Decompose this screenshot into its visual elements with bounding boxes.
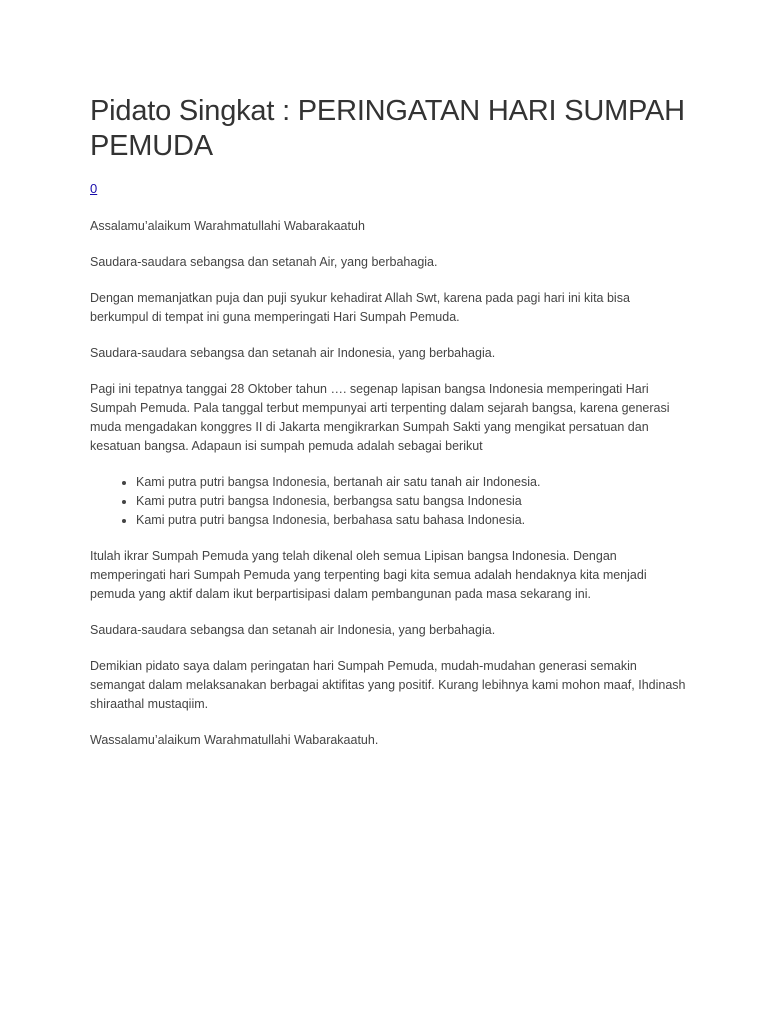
address-paragraph-2: Saudara-saudara sebangsa dan setanah air Indonesia, yang berbahagia. <box>90 346 496 360</box>
closing-paragraph: Demikian pidato saya dalam peringatan hari Sumpah Pemuda, mudah-mudahan generasi semakin semangat dalam melaksanakan berbagai aktifitas yang positif. Kurang lebihnya kami mohon maaf, Ihdinash shiraathal mustaqiim. <box>90 659 686 711</box>
list-item: • Kami putra putri bangsa Indonesia, bertanah air satu tanah air Indonesia. <box>136 473 690 492</box>
opening-paragraph: Dengan memanjatkan puja dan puji syukur kehadirat Allah Swt, karena pada pagi hari ini kita bisa berkumpul di tempat ini guna memperingati Hari Sumpah Pemuda. <box>90 291 630 324</box>
conclusion-paragraph: Itulah ikrar Sumpah Pemuda yang telah dikenal oleh semua Lipisan bangsa Indonesia. Dengan memperingati hari Sumpah Pemuda yang terpenting bagi kita semua adalah hendaknya kita menjadi pemuda yang aktif dalam ikut berpartisipasi dalam pembangunan pada masa sekarang ini. <box>90 549 647 601</box>
farewell-paragraph: Wassalamu’alaikum Warahmatullahi Wabarakaatuh. <box>90 733 379 747</box>
address-paragraph: Saudara-saudara sebangsa dan setanah Air, yang berbahagia. <box>90 255 438 269</box>
oath-list <box>90 473 690 530</box>
greeting-paragraph: Assalamu’alaikum Warahmatullahi Wabarakaatuh <box>90 219 365 233</box>
list-item: • Kami putra putri bangsa Indonesia, berbahasa satu bahasa Indonesia. <box>136 511 690 530</box>
history-paragraph: Pagi ini tepatnya tanggai 28 Oktober tahun …. segenap lapisan bangsa Indonesia memperingati Hari Sumpah Pemuda. Pala tanggal terbut mempunyai arti terpenting dalam sejarah bangsa, karena generasi muda mengadakan konggres II di Jakarta mengikrarkan Sumpah Sakti yang mengikat persatuan dan kesatuan bangsa. Adapaun isi sumpah pemuda adalah sebagai berikut <box>90 382 670 453</box>
list-item: • Kami putra putri bangsa Indonesia, berbangsa satu bangsa Indonesia <box>136 492 690 511</box>
article <box>90 94 690 750</box>
address-paragraph-3: Saudara-saudara sebangsa dan setanah air Indonesia, yang berbahagia. <box>90 623 496 637</box>
comment-count-link[interactable]: 0 <box>90 181 98 196</box>
page-title: Pidato Singkat : PERINGATAN HARI SUMPAH PEMUDA <box>90 95 685 162</box>
